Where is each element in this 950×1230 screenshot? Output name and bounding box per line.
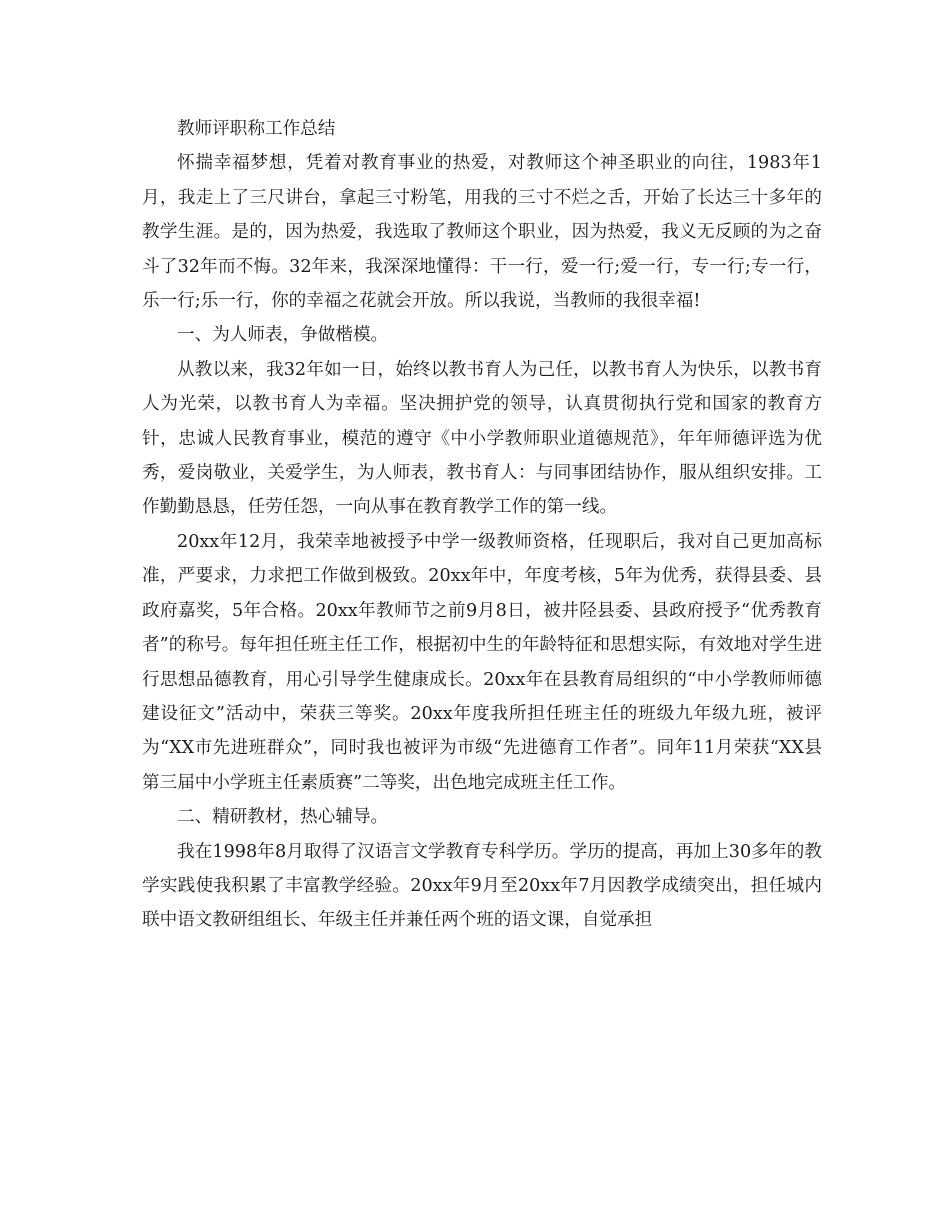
paragraph-achievements: 20xx年12月，我荣幸地被授予中学一级教师资格，任现职后，我对自己更加高标准，严要求，力求把工作做到极致。20xx年中，年度考核，5年为优秀，获得县委、县政府嘉奖，5年合格。20xx年教师节之前9月8日，被井陉县委、县政府授予“优秀教育者”的称号。每年担任班主任工作，根据初中生的年龄特征和思想实际，有效地对学生进行思想品德教育，用心引导学生健康成长。20xx年在县教育局组织的“中小学教师师德建设征文”活动中，荣获三等奖。20xx年度我所担任班主任的班级九年级九班，被评为“XX市先进班群众”，同时我也被评为市级“先进德育工作者”。同年11月荣获“XX县第三届中小学班主任素质赛”二等奖，出色地完成班主任工作。 [142,531,822,793]
section-heading-2: 二、精研教材，热心辅导。 [177,807,389,828]
document-title: 教师评职称工作总结 [177,119,336,139]
paragraph-intro: 怀揣幸福梦想，凭着对教育事业的热爱，对教师这个神圣职业的向往，1983年1月，我走上了三尺讲台，拿起三寸粉笔，用我的三寸不烂之舌，开始了长达三十多年的教学生涯。是的，因为热爱，我选取了教师这个职业，因为热爱，我义无反顾的为之奋斗了32年而不悔。32年来，我深深地懂得：干一行，爱一行;爱一行，专一行;专一行，乐一行;乐一行，你的幸福之花就会开放。所以我说，当教师的我很幸福! [142,153,822,312]
document-body [142,112,822,938]
section-heading-1: 一、为人师表，争做楷模。 [177,325,389,346]
paragraph-section-2: 我在1998年8月取得了汉语言文学教育专科学历。学历的提高，再加上30多年的教学实践使我积累了丰富教学经验。20xx年9月至20xx年7月因教学成绩突出，担任城内联中语文教研组组长、年级主任并兼任两个班的语文课，自觉承担 [142,841,822,931]
paragraph-section-1: 从教以来，我32年如一日，始终以教书育人为己任，以教书育人为快乐，以教书育人为光荣，以教书育人为幸福。坚决拥护党的领导，认真贯彻执行党和国家的教育方针，忠诚人民教育事业，模范的遵守《中小学教师职业道德规范》，年年师德评选为优秀，爱岗敬业，关爱学生，为人师表，教书育人：与同事团结协作，服从组织安排。工作勤勤恳恳，任劳任怨，一向从事在教育教学工作的第一线。 [142,359,822,518]
